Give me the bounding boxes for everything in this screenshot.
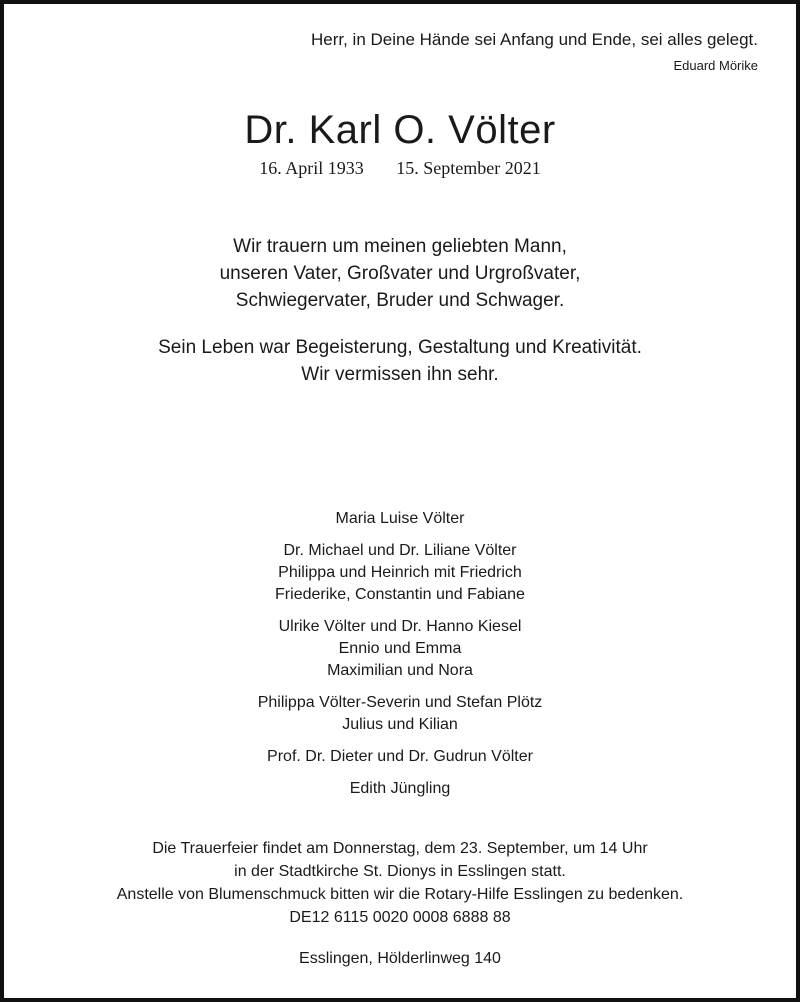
family-member: Julius und Kilian [342,716,458,733]
motto-author: Eduard Mörike [673,58,758,73]
family-member: Friederike, Constantin und Fabiane [275,586,525,603]
family-member: Maximilian und Nora [327,662,473,679]
life-dates [4,156,796,180]
family-group [4,616,796,682]
family-member: Dr. Michael und Dr. Liliane Völter [283,542,517,559]
family-group [4,508,796,530]
family-member: Philippa und Heinrich mit Friedrich [278,564,522,581]
family-member: Edith Jüngling [349,780,451,797]
death-date: 15. September 2021 [396,158,541,178]
mourning-line: Schwiegervater, Bruder und Schwager. [235,290,565,311]
service-line: Die Trauerfeier findet am Donnerstag, dem 23. September, um 14 Uhr [152,840,648,857]
deceased-name: Dr. Karl O. Völter [244,108,556,152]
tribute-line: Wir vermissen ihn sehr. [301,364,499,385]
family-member: Ennio und Emma [338,640,462,657]
birth-date: 16. April 1933 [259,158,364,178]
family-group [4,778,796,800]
motto-text: Herr, in Deine Hände sei Anfang und Ende, sei alles gelegt. [310,30,758,49]
family-group [4,746,796,768]
service-line: in der Stadtkirche St. Dionys in Esslingen statt. [234,863,566,880]
iban: DE12 6115 0020 0008 6888 88 [289,909,511,926]
donation-request: Anstelle von Blumenschmuck bitten wir die Rotary-Hilfe Esslingen zu bedenken. [116,886,684,903]
service-information [4,837,796,929]
family-group [4,540,796,606]
motto-quote [311,28,758,76]
family-member: Maria Luise Völter [335,510,465,527]
mourning-line: unseren Vater, Großvater und Urgroßvater, [219,263,581,284]
family-group [4,692,796,736]
family-address: Esslingen, Hölderlinweg 140 [299,950,501,967]
life-tribute [4,334,796,388]
tribute-line: Sein Leben war Begeisterung, Gestaltung und Kreativität. [158,337,642,358]
family-member: Ulrike Völter und Dr. Hanno Kiesel [278,618,522,635]
family-signatures [4,508,796,810]
mourning-line: Wir trauern um meinen geliebten Mann, [233,236,567,257]
mourning-text [4,233,796,314]
family-member: Philippa Völter-Severin und Stefan Plötz [257,694,543,711]
family-member: Prof. Dr. Dieter und Dr. Gudrun Völter [267,748,533,765]
